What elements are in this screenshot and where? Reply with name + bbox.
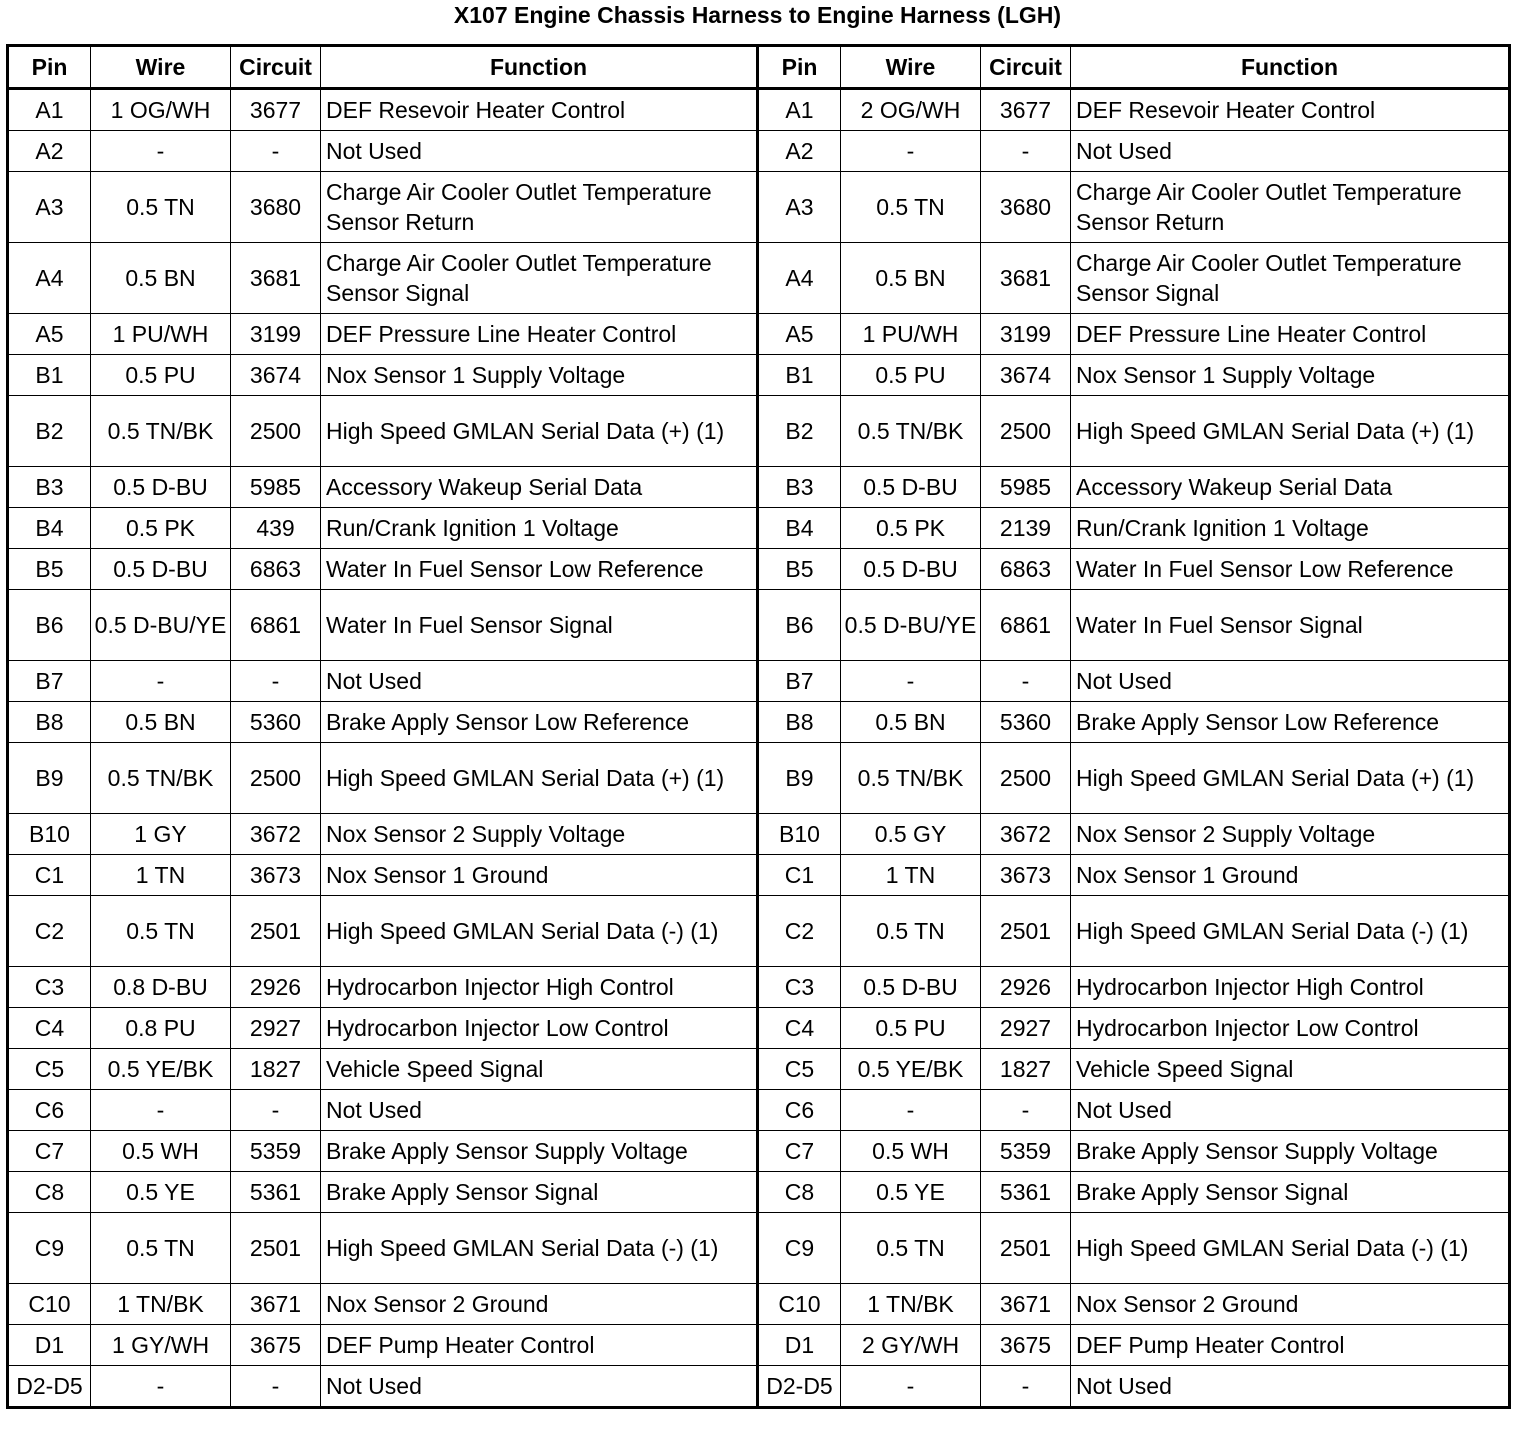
left-function-cell: Nox Sensor 1 Supply Voltage	[321, 355, 758, 396]
right-wire-cell: 0.5 PU	[841, 1008, 981, 1049]
right-pin-cell: B5	[758, 549, 841, 590]
right-function-cell: Hydrocarbon Injector Low Control	[1071, 1008, 1510, 1049]
left-wire-cell: 1 GY	[91, 814, 231, 855]
right-circuit-cell: 2139	[981, 508, 1071, 549]
right-function-cell: Brake Apply Sensor Low Reference	[1071, 702, 1510, 743]
left-wire-cell: 1 OG/WH	[91, 89, 231, 131]
left-wire-cell: 0.5 YE/BK	[91, 1049, 231, 1090]
left-function-cell: Nox Sensor 2 Ground	[321, 1284, 758, 1325]
right-circuit-cell: 3199	[981, 314, 1071, 355]
right-circuit-cell: 2501	[981, 896, 1071, 967]
left-circuit-cell: 3677	[231, 89, 321, 131]
left-wire-cell: -	[91, 1366, 231, 1408]
right-circuit-cell: 2500	[981, 396, 1071, 467]
table-row	[8, 549, 1510, 590]
left-function-cell: Not Used	[321, 131, 758, 172]
left-function-cell: Nox Sensor 2 Supply Voltage	[321, 814, 758, 855]
left-pin-cell: B5	[8, 549, 91, 590]
left-wire-cell: 0.5 TN/BK	[91, 396, 231, 467]
right-pin-cell: D2-D5	[758, 1366, 841, 1408]
left-pin-cell: C6	[8, 1090, 91, 1131]
right-wire-cell: 2 OG/WH	[841, 89, 981, 131]
left-wire-cell: 0.5 BN	[91, 702, 231, 743]
right-circuit-cell: -	[981, 131, 1071, 172]
table-row	[8, 896, 1510, 967]
right-pin-cell: B2	[758, 396, 841, 467]
left-function-cell: DEF Pressure Line Heater Control	[321, 314, 758, 355]
left-wire-cell: 0.5 WH	[91, 1131, 231, 1172]
right-function-cell: Nox Sensor 2 Supply Voltage	[1071, 814, 1510, 855]
left-circuit-cell: 3674	[231, 355, 321, 396]
right-circuit-cell: -	[981, 1366, 1071, 1408]
left-function-cell: Brake Apply Sensor Signal	[321, 1172, 758, 1213]
left-circuit-cell: 3199	[231, 314, 321, 355]
left-wire-cell: 0.5 TN	[91, 172, 231, 243]
left-wire-cell: 1 GY/WH	[91, 1325, 231, 1366]
page-title: X107 Engine Chassis Harness to Engine Harness (LGH)	[453, 2, 1062, 28]
left-pin-cell: C10	[8, 1284, 91, 1325]
table-row	[8, 1131, 1510, 1172]
right-pin-cell: C2	[758, 896, 841, 967]
right-wire-cell: 1 TN	[841, 855, 981, 896]
right-pin-cell: B1	[758, 355, 841, 396]
header-wire: Wire	[841, 46, 981, 89]
header-circuit: Circuit	[981, 46, 1071, 89]
left-function-cell: High Speed GMLAN Serial Data (-) (1)	[321, 1213, 758, 1284]
left-pin-cell: B3	[8, 467, 91, 508]
left-pin-cell: D1	[8, 1325, 91, 1366]
right-circuit-cell: 6861	[981, 590, 1071, 661]
left-pin-cell: C9	[8, 1213, 91, 1284]
right-circuit-cell: 2501	[981, 1213, 1071, 1284]
right-pin-cell: D1	[758, 1325, 841, 1366]
left-function-cell: Charge Air Cooler Outlet Temperature Sensor Return	[321, 172, 758, 243]
right-wire-cell: 0.5 TN	[841, 896, 981, 967]
left-circuit-cell: -	[231, 661, 321, 702]
left-circuit-cell: 2927	[231, 1008, 321, 1049]
left-function-cell: High Speed GMLAN Serial Data (+) (1)	[321, 396, 758, 467]
right-circuit-cell: 2926	[981, 967, 1071, 1008]
left-wire-cell: 0.5 D-BU	[91, 467, 231, 508]
left-pin-cell: B7	[8, 661, 91, 702]
right-circuit-cell: 5985	[981, 467, 1071, 508]
right-pin-cell: B4	[758, 508, 841, 549]
right-function-cell: Run/Crank Ignition 1 Voltage	[1071, 508, 1510, 549]
right-circuit-cell: 3681	[981, 243, 1071, 314]
right-function-cell: DEF Pressure Line Heater Control	[1071, 314, 1510, 355]
right-circuit-cell: 1827	[981, 1049, 1071, 1090]
left-circuit-cell: 3673	[231, 855, 321, 896]
right-function-cell: Not Used	[1071, 131, 1510, 172]
right-pin-cell: B7	[758, 661, 841, 702]
left-function-cell: Accessory Wakeup Serial Data	[321, 467, 758, 508]
right-function-cell: Nox Sensor 1 Ground	[1071, 855, 1510, 896]
left-pin-cell: C4	[8, 1008, 91, 1049]
left-pin-cell: C5	[8, 1049, 91, 1090]
right-wire-cell: 0.5 YE	[841, 1172, 981, 1213]
left-function-cell: Hydrocarbon Injector High Control	[321, 967, 758, 1008]
table-row	[8, 131, 1510, 172]
left-circuit-cell: -	[231, 131, 321, 172]
left-circuit-cell: -	[231, 1090, 321, 1131]
table-row	[8, 590, 1510, 661]
right-wire-cell: 0.5 TN/BK	[841, 743, 981, 814]
left-wire-cell: 0.5 YE	[91, 1172, 231, 1213]
right-pin-cell: C6	[758, 1090, 841, 1131]
left-function-cell: Brake Apply Sensor Supply Voltage	[321, 1131, 758, 1172]
left-pin-cell: B9	[8, 743, 91, 814]
right-wire-cell: 0.5 PK	[841, 508, 981, 549]
right-circuit-cell: -	[981, 1090, 1071, 1131]
left-function-cell: High Speed GMLAN Serial Data (-) (1)	[321, 896, 758, 967]
right-function-cell: High Speed GMLAN Serial Data (+) (1)	[1071, 396, 1510, 467]
left-pin-cell: B8	[8, 702, 91, 743]
left-circuit-cell: 2500	[231, 743, 321, 814]
right-function-cell: Nox Sensor 1 Supply Voltage	[1071, 355, 1510, 396]
right-circuit-cell: 3674	[981, 355, 1071, 396]
left-wire-cell: 0.5 BN	[91, 243, 231, 314]
left-function-cell: Water In Fuel Sensor Low Reference	[321, 549, 758, 590]
left-pin-cell: A4	[8, 243, 91, 314]
header-circuit: Circuit	[231, 46, 321, 89]
right-wire-cell: 1 TN/BK	[841, 1284, 981, 1325]
right-wire-cell: 0.5 PU	[841, 355, 981, 396]
right-function-cell: Accessory Wakeup Serial Data	[1071, 467, 1510, 508]
right-function-cell: DEF Resevoir Heater Control	[1071, 89, 1510, 131]
right-circuit-cell: 3671	[981, 1284, 1071, 1325]
right-pin-cell: C10	[758, 1284, 841, 1325]
left-pin-cell: A3	[8, 172, 91, 243]
right-wire-cell: 0.5 YE/BK	[841, 1049, 981, 1090]
table-row	[8, 1172, 1510, 1213]
left-function-cell: Vehicle Speed Signal	[321, 1049, 758, 1090]
left-wire-cell: -	[91, 661, 231, 702]
table-row	[8, 743, 1510, 814]
left-circuit-cell: 2501	[231, 1213, 321, 1284]
right-pin-cell: C1	[758, 855, 841, 896]
left-circuit-cell: 5360	[231, 702, 321, 743]
left-circuit-cell: 2926	[231, 967, 321, 1008]
left-pin-cell: B4	[8, 508, 91, 549]
left-wire-cell: 0.5 D-BU	[91, 549, 231, 590]
right-pin-cell: A5	[758, 314, 841, 355]
right-circuit-cell: -	[981, 661, 1071, 702]
right-function-cell: Charge Air Cooler Outlet Temperature Sensor Return	[1071, 172, 1510, 243]
right-pin-cell: C3	[758, 967, 841, 1008]
right-wire-cell: 0.5 TN	[841, 172, 981, 243]
left-function-cell: Not Used	[321, 1090, 758, 1131]
left-circuit-cell: 5985	[231, 467, 321, 508]
right-pin-cell: C8	[758, 1172, 841, 1213]
right-pin-cell: C9	[758, 1213, 841, 1284]
right-circuit-cell: 3673	[981, 855, 1071, 896]
left-pin-cell: A2	[8, 131, 91, 172]
left-wire-cell: 0.5 TN	[91, 896, 231, 967]
right-function-cell: High Speed GMLAN Serial Data (-) (1)	[1071, 896, 1510, 967]
left-function-cell: Run/Crank Ignition 1 Voltage	[321, 508, 758, 549]
right-circuit-cell: 6863	[981, 549, 1071, 590]
table-row	[8, 355, 1510, 396]
right-pin-cell: B10	[758, 814, 841, 855]
left-function-cell: Charge Air Cooler Outlet Temperature Sensor Signal	[321, 243, 758, 314]
right-function-cell: Nox Sensor 2 Ground	[1071, 1284, 1510, 1325]
table-row	[8, 467, 1510, 508]
right-circuit-cell: 2927	[981, 1008, 1071, 1049]
left-wire-cell: 0.5 D-BU/YE	[91, 590, 231, 661]
table-row	[8, 89, 1510, 131]
header-function: Function	[1071, 46, 1510, 89]
left-pin-cell: C8	[8, 1172, 91, 1213]
table-row	[8, 243, 1510, 314]
left-pin-cell: A5	[8, 314, 91, 355]
left-circuit-cell: 3671	[231, 1284, 321, 1325]
table-row	[8, 967, 1510, 1008]
right-wire-cell: 0.5 BN	[841, 702, 981, 743]
right-circuit-cell: 3672	[981, 814, 1071, 855]
right-pin-cell: A2	[758, 131, 841, 172]
right-wire-cell: 1 PU/WH	[841, 314, 981, 355]
right-function-cell: Water In Fuel Sensor Low Reference	[1071, 549, 1510, 590]
table-row	[8, 1008, 1510, 1049]
table-row	[8, 702, 1510, 743]
right-function-cell: High Speed GMLAN Serial Data (-) (1)	[1071, 1213, 1510, 1284]
left-wire-cell: 0.8 PU	[91, 1008, 231, 1049]
right-wire-cell: 0.5 D-BU	[841, 549, 981, 590]
table-row	[8, 855, 1510, 896]
right-function-cell: Vehicle Speed Signal	[1071, 1049, 1510, 1090]
right-pin-cell: C4	[758, 1008, 841, 1049]
left-circuit-cell: 5361	[231, 1172, 321, 1213]
right-function-cell: Not Used	[1071, 1090, 1510, 1131]
right-pin-cell: C7	[758, 1131, 841, 1172]
right-circuit-cell: 3675	[981, 1325, 1071, 1366]
left-circuit-cell: 2501	[231, 896, 321, 967]
left-wire-cell: 1 PU/WH	[91, 314, 231, 355]
table-row	[8, 1213, 1510, 1284]
left-function-cell: DEF Pump Heater Control	[321, 1325, 758, 1366]
right-function-cell: DEF Pump Heater Control	[1071, 1325, 1510, 1366]
left-circuit-cell: 2500	[231, 396, 321, 467]
right-pin-cell: B9	[758, 743, 841, 814]
left-circuit-cell: 3672	[231, 814, 321, 855]
right-circuit-cell: 5361	[981, 1172, 1071, 1213]
left-pin-cell: C2	[8, 896, 91, 967]
table-row	[8, 1090, 1510, 1131]
table-row	[8, 314, 1510, 355]
left-function-cell: Nox Sensor 1 Ground	[321, 855, 758, 896]
right-function-cell: Not Used	[1071, 1366, 1510, 1408]
left-pin-cell: C1	[8, 855, 91, 896]
right-wire-cell: -	[841, 661, 981, 702]
right-pin-cell: A3	[758, 172, 841, 243]
left-function-cell: Water In Fuel Sensor Signal	[321, 590, 758, 661]
header-row	[8, 46, 1510, 89]
table-row	[8, 661, 1510, 702]
left-wire-cell: 1 TN/BK	[91, 1284, 231, 1325]
left-wire-cell: 0.5 PK	[91, 508, 231, 549]
left-circuit-cell: 439	[231, 508, 321, 549]
left-pin-cell: C7	[8, 1131, 91, 1172]
table-row	[8, 1284, 1510, 1325]
table-row	[8, 172, 1510, 243]
left-circuit-cell: 3675	[231, 1325, 321, 1366]
right-function-cell: Hydrocarbon Injector High Control	[1071, 967, 1510, 1008]
left-circuit-cell: 1827	[231, 1049, 321, 1090]
table-row	[8, 508, 1510, 549]
table-body	[8, 89, 1510, 1408]
right-circuit-cell: 2500	[981, 743, 1071, 814]
pinout-table	[6, 44, 1511, 1409]
left-function-cell: Hydrocarbon Injector Low Control	[321, 1008, 758, 1049]
right-wire-cell: 0.5 TN/BK	[841, 396, 981, 467]
right-circuit-cell: 3677	[981, 89, 1071, 131]
right-function-cell: High Speed GMLAN Serial Data (+) (1)	[1071, 743, 1510, 814]
left-wire-cell: 1 TN	[91, 855, 231, 896]
right-function-cell: Water In Fuel Sensor Signal	[1071, 590, 1510, 661]
table-row	[8, 814, 1510, 855]
left-circuit-cell: 6861	[231, 590, 321, 661]
left-pin-cell: B1	[8, 355, 91, 396]
left-wire-cell: 0.8 D-BU	[91, 967, 231, 1008]
right-function-cell: Charge Air Cooler Outlet Temperature Sensor Signal	[1071, 243, 1510, 314]
right-pin-cell: B3	[758, 467, 841, 508]
right-wire-cell: -	[841, 1090, 981, 1131]
left-circuit-cell: -	[231, 1366, 321, 1408]
left-pin-cell: B2	[8, 396, 91, 467]
right-wire-cell: 0.5 BN	[841, 243, 981, 314]
right-wire-cell: -	[841, 1366, 981, 1408]
right-pin-cell: A4	[758, 243, 841, 314]
header-wire: Wire	[91, 46, 231, 89]
right-wire-cell: 0.5 D-BU/YE	[841, 590, 981, 661]
left-function-cell: DEF Resevoir Heater Control	[321, 89, 758, 131]
table-row	[8, 1049, 1510, 1090]
right-pin-cell: B8	[758, 702, 841, 743]
left-function-cell: Brake Apply Sensor Low Reference	[321, 702, 758, 743]
left-pin-cell: A1	[8, 89, 91, 131]
right-function-cell: Brake Apply Sensor Signal	[1071, 1172, 1510, 1213]
right-wire-cell: 0.5 GY	[841, 814, 981, 855]
left-function-cell: Not Used	[321, 1366, 758, 1408]
left-pin-cell: C3	[8, 967, 91, 1008]
left-circuit-cell: 3680	[231, 172, 321, 243]
left-circuit-cell: 6863	[231, 549, 321, 590]
right-pin-cell: B6	[758, 590, 841, 661]
left-pin-cell: D2-D5	[8, 1366, 91, 1408]
right-circuit-cell: 5360	[981, 702, 1071, 743]
left-circuit-cell: 3681	[231, 243, 321, 314]
left-wire-cell: 0.5 TN/BK	[91, 743, 231, 814]
header-pin: Pin	[8, 46, 91, 89]
header-pin: Pin	[758, 46, 841, 89]
left-function-cell: Not Used	[321, 661, 758, 702]
left-wire-cell: -	[91, 1090, 231, 1131]
right-circuit-cell: 5359	[981, 1131, 1071, 1172]
right-wire-cell: 0.5 TN	[841, 1213, 981, 1284]
left-pin-cell: B6	[8, 590, 91, 661]
table-row	[8, 396, 1510, 467]
left-circuit-cell: 5359	[231, 1131, 321, 1172]
table-row	[8, 1325, 1510, 1366]
right-function-cell: Not Used	[1071, 661, 1510, 702]
right-circuit-cell: 3680	[981, 172, 1071, 243]
right-wire-cell: 0.5 WH	[841, 1131, 981, 1172]
left-wire-cell: 0.5 TN	[91, 1213, 231, 1284]
left-wire-cell: 0.5 PU	[91, 355, 231, 396]
left-pin-cell: B10	[8, 814, 91, 855]
left-wire-cell: -	[91, 131, 231, 172]
left-function-cell: High Speed GMLAN Serial Data (+) (1)	[321, 743, 758, 814]
right-pin-cell: A1	[758, 89, 841, 131]
right-function-cell: Brake Apply Sensor Supply Voltage	[1071, 1131, 1510, 1172]
right-wire-cell: 0.5 D-BU	[841, 967, 981, 1008]
right-wire-cell: -	[841, 131, 981, 172]
right-pin-cell: C5	[758, 1049, 841, 1090]
header-function: Function	[321, 46, 758, 89]
right-wire-cell: 0.5 D-BU	[841, 467, 981, 508]
table-row	[8, 1366, 1510, 1408]
right-wire-cell: 2 GY/WH	[841, 1325, 981, 1366]
